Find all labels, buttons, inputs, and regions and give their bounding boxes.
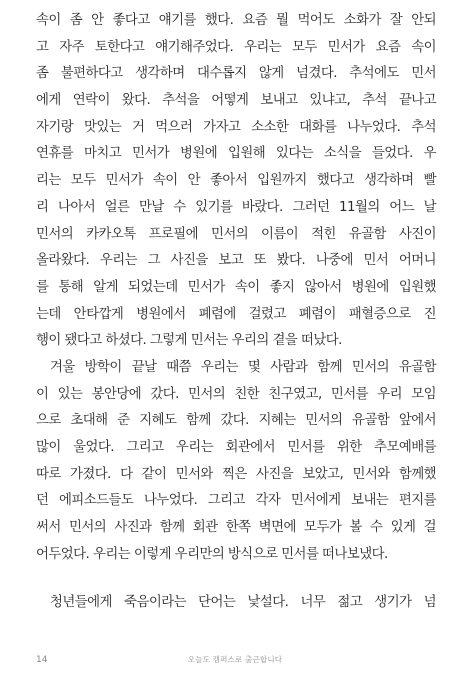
text-line: 이 있는 봉안당에 갔다. 민서의 친한 친구였고, 민서를 우리 모임 <box>36 386 436 402</box>
page-footer <box>0 652 470 668</box>
text-line: 써서 민서의 사진과 함께 회관 한쪽 벽면에 모두가 볼 수 있게 걸 <box>36 520 436 536</box>
text-line: 리 나아서 얼른 만날 수 있기를 바랐다. 그러던 11월의 어느 날 <box>36 199 436 215</box>
text-line: 민서의 카카오톡 프로필에 민서의 이름이 적힌 유골함 사진이 <box>36 226 436 242</box>
paragraph-3 <box>36 590 436 617</box>
text-line: 리는 모두 민서가 속이 안 좋아서 입원까지 했다고 생각하며 빨 <box>36 173 436 189</box>
body-text <box>36 8 436 568</box>
text-line: 를 통해 알게 되었는데 민서가 속이 좋지 않아서 병원에 입원했 <box>36 279 436 295</box>
text-line: 행이 됐다고 하셨다. 그렇게 민서는 우리의 곁을 떠났다. <box>36 333 342 349</box>
text-line: 속이 좀 안 좋다고 얘기를 했다. 요즘 뭘 먹어도 소화가 잘 안되 <box>36 13 436 28</box>
text-line: 청년들에게 죽음이라는 단어는 낯설다. 너무 젊고 생기가 넘 <box>50 595 436 610</box>
text-line: 올라왔다. 우리는 그 사진을 보고 또 봤다. 나중에 민서 어머니 <box>36 253 436 269</box>
text-line: 으로 초대해 준 지혜도 함께 갔다. 지혜는 민서의 유골함 앞에서 <box>36 413 436 429</box>
paragraph-2 <box>36 355 436 569</box>
text-line: 겨울 방학이 끝날 때쯤 우리는 몇 사람과 함께 민서의 유골함 <box>50 359 436 375</box>
text-line: 에게 연락이 왔다. 추석을 어떻게 보내고 있냐고, 추석 끝나고 <box>36 93 436 109</box>
text-line: 는데 안타깝게 병원에서 폐렴에 걸렸고 폐렴이 패혈증으로 진 <box>36 306 436 322</box>
page-number: 14 <box>36 655 48 665</box>
paragraph-1 <box>36 8 436 355</box>
running-title: 오늘도 캠퍼스로 출근합니다 <box>187 655 283 664</box>
text-line: 던 에피소드들도 나누었다. 그리고 각자 민서에게 보내는 편지를 <box>36 493 436 509</box>
text-line: 어두었다. 우리는 이렇게 우리만의 방식으로 민서를 떠나보냈다. <box>36 546 388 562</box>
text-line: 좀 불편하다고 생각하며 대수롭지 않게 넘겼다. 추석에도 민서 <box>36 66 436 82</box>
text-line: 따로 가졌다. 다 같이 민서와 찍은 사진을 보았고, 민서와 함께했 <box>36 466 436 482</box>
text-line: 고 자주 토한다고 얘기해주었다. 우리는 모두 민서가 요즘 속이 <box>36 39 436 55</box>
text-line: 연휴를 마치고 민서가 병원에 입원해 있다는 소식을 들었다. 우 <box>36 146 436 162</box>
body-text-continued <box>36 590 436 617</box>
text-line: 자기랑 맛있는 거 먹으러 가자고 소소한 대화를 나누었다. 추석 <box>36 119 436 135</box>
text-line: 많이 울었다. 그리고 우리는 회관에서 민서를 위한 추모예배를 <box>36 440 436 455</box>
